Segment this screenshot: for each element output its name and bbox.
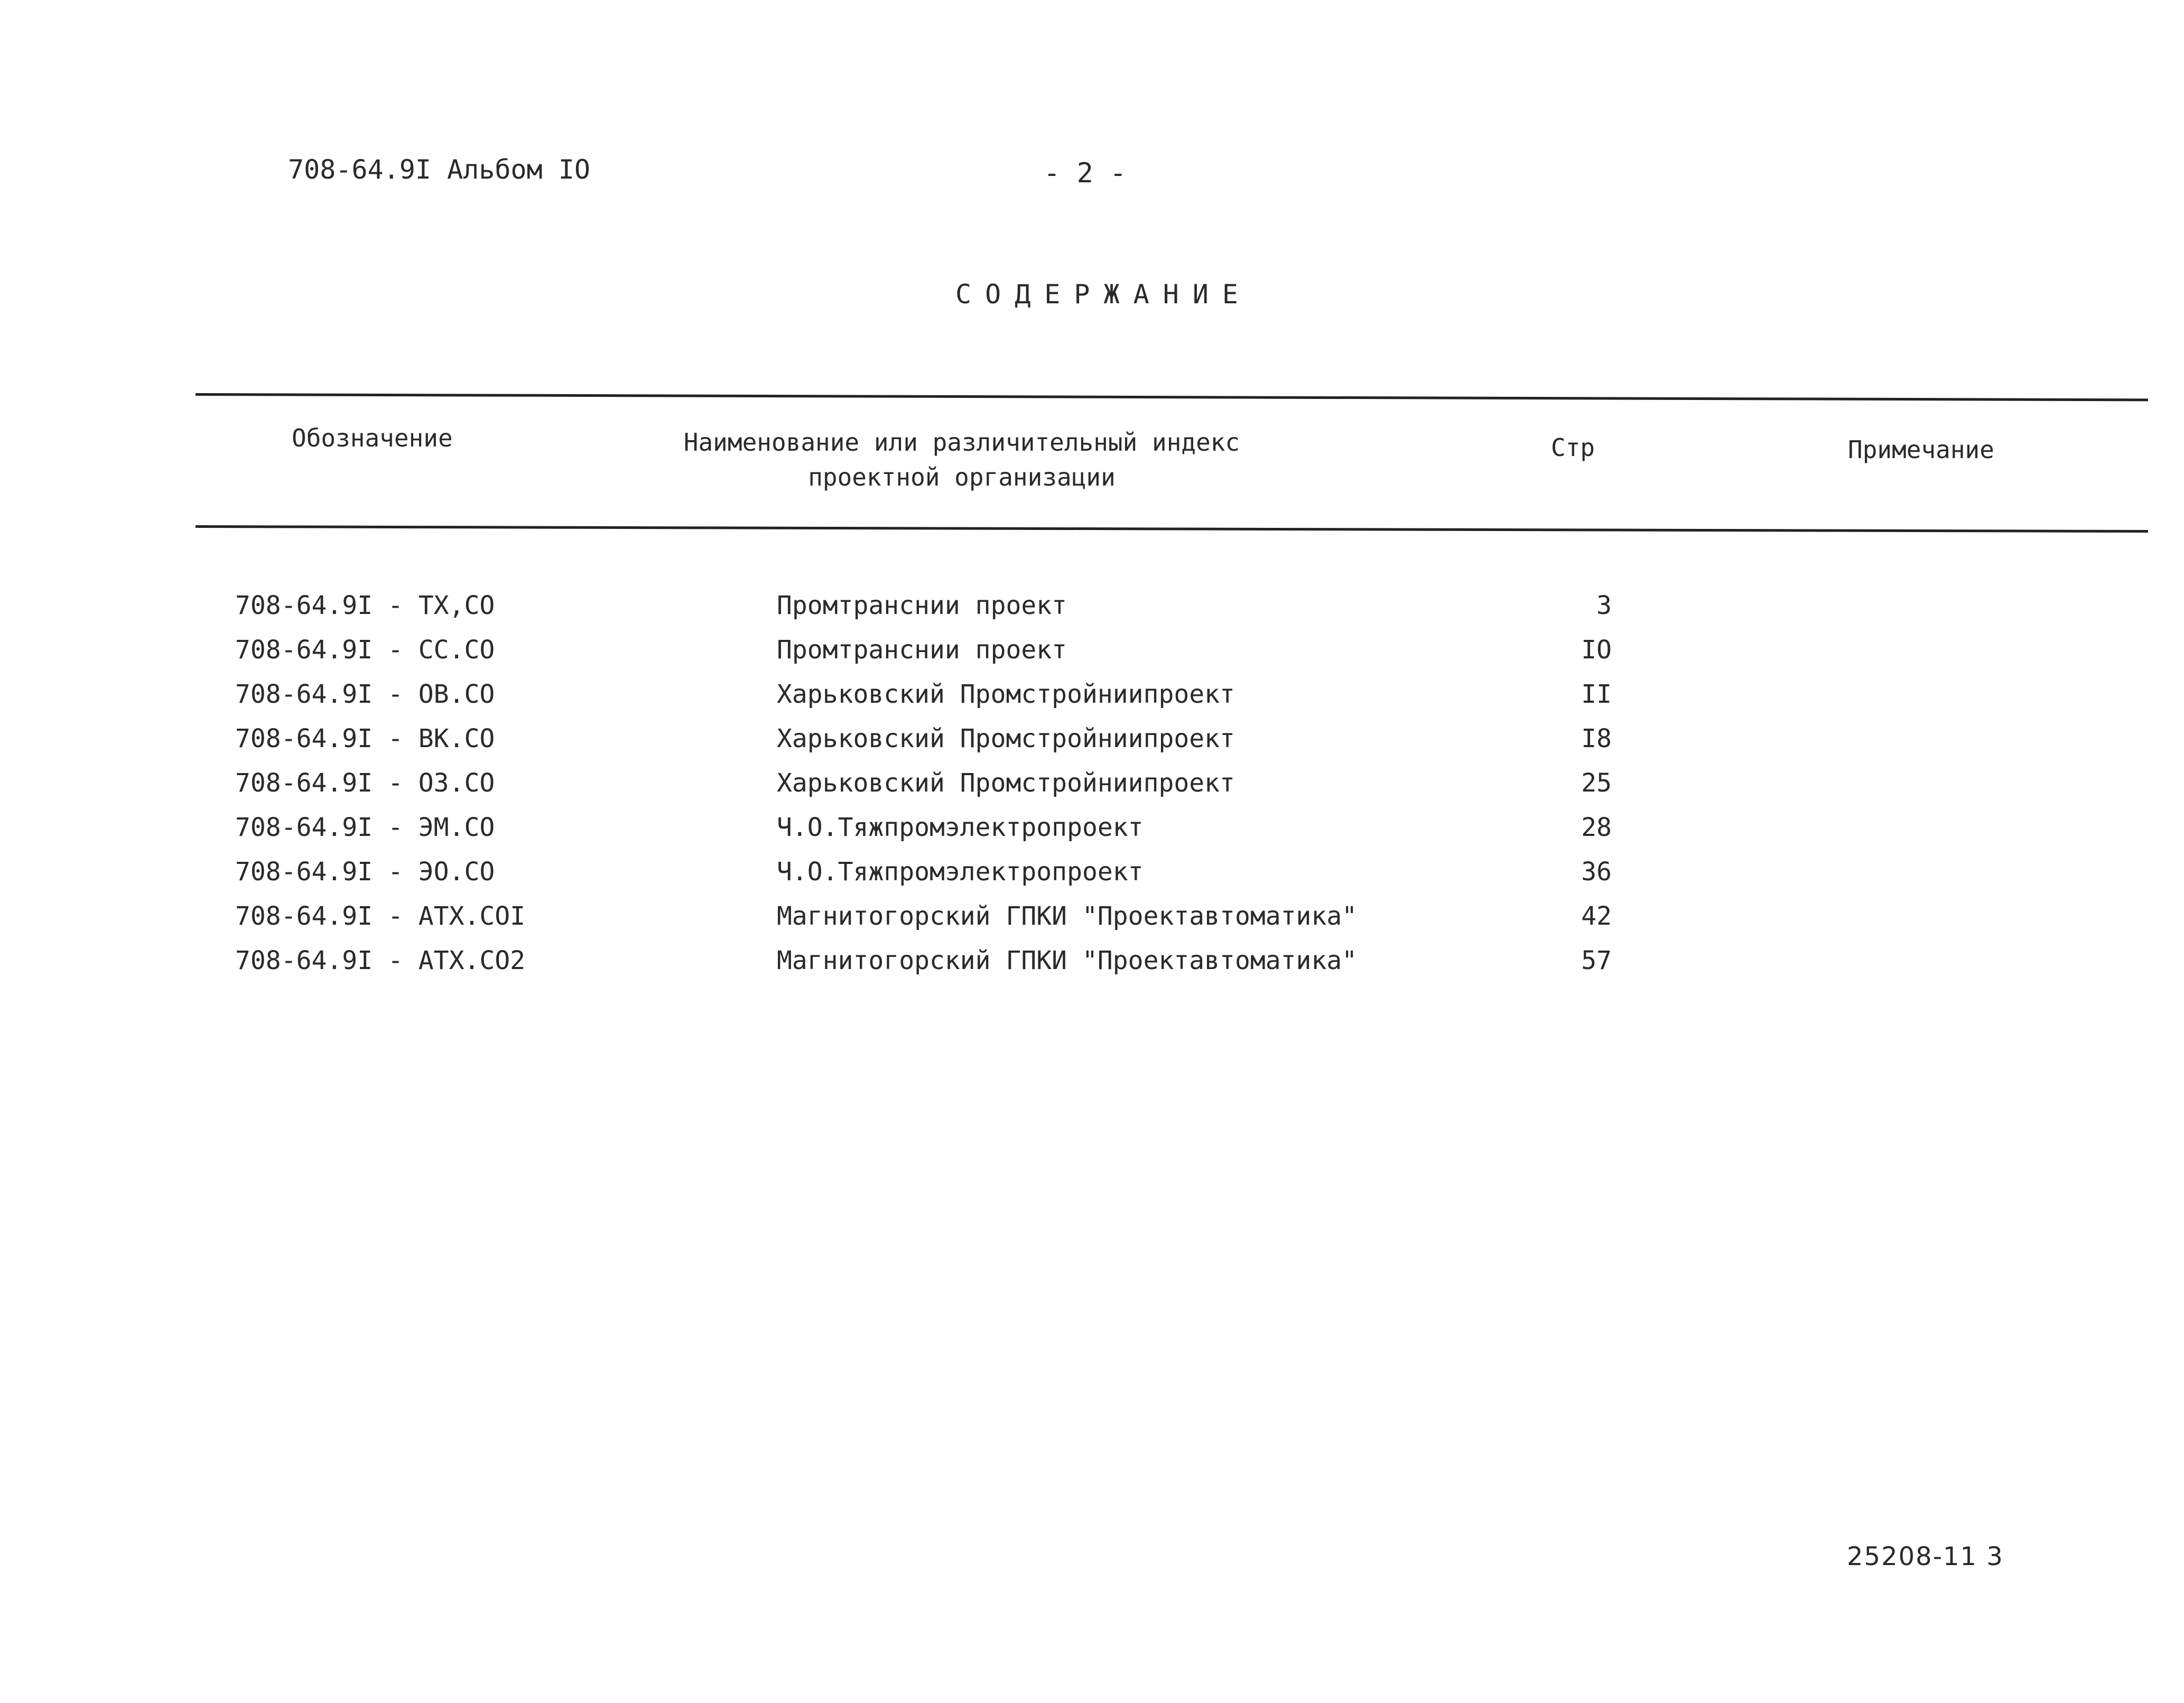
row-designation: 708-64.9I - ЭМ.СО xyxy=(235,813,495,842)
table-row xyxy=(0,946,2184,990)
column-header-name xyxy=(671,425,1252,495)
row-page: I8 xyxy=(1581,724,1612,753)
page-title: СОДЕРЖАНИЕ xyxy=(955,279,1252,310)
row-page: 42 xyxy=(1581,901,1612,931)
document-code: 708-64.9I Альбом IO xyxy=(288,154,590,185)
table-header-rule xyxy=(196,525,2148,533)
table-row xyxy=(0,680,2184,724)
row-page: 36 xyxy=(1581,857,1612,887)
row-organization: Промтранснии проект xyxy=(777,635,1067,665)
archive-stamp: 25208-11 3 xyxy=(1847,1542,2004,1571)
row-page: IO xyxy=(1581,635,1612,665)
row-organization: Харьковский Промстройниипроект xyxy=(777,768,1235,798)
table-row xyxy=(0,768,2184,813)
table-row xyxy=(0,813,2184,857)
row-page: 25 xyxy=(1581,768,1612,798)
row-designation: 708-64.9I - СС.СО xyxy=(235,635,495,665)
row-page: 57 xyxy=(1581,946,1612,975)
column-header-note: Примечание xyxy=(1848,435,1994,464)
row-page: 3 xyxy=(1596,591,1612,620)
table-row xyxy=(0,591,2184,635)
column-header-name-line2: проектной организации xyxy=(808,463,1116,491)
table-row xyxy=(0,724,2184,768)
row-designation: 708-64.9I - ТХ,СО xyxy=(235,591,495,620)
row-designation: 708-64.9I - ВК.СО xyxy=(235,724,495,753)
row-organization: Ч.О.Тяжпромэлектропроект xyxy=(777,857,1144,887)
row-page: II xyxy=(1581,680,1612,709)
row-organization: Харьковский Промстройниипроект xyxy=(777,680,1235,709)
row-designation: 708-64.9I - ЭО.СО xyxy=(235,857,495,887)
row-organization: Ч.О.Тяжпромэлектропроект xyxy=(777,813,1144,842)
row-organization: Магнитогорский ГПКИ "Проектавтоматика" xyxy=(777,946,1358,975)
row-designation: 708-64.9I - АТХ.СОI xyxy=(235,901,526,931)
row-organization: Харьковский Промстройниипроект xyxy=(777,724,1235,753)
row-designation: 708-64.9I - ОЗ.СО xyxy=(235,768,495,798)
page-number: - 2 - xyxy=(1044,157,1127,189)
table-top-rule xyxy=(196,393,2148,401)
row-page: 28 xyxy=(1581,813,1612,842)
table-row xyxy=(0,901,2184,946)
row-designation: 708-64.9I - АТХ.СО2 xyxy=(235,946,526,975)
table-row xyxy=(0,635,2184,680)
row-organization: Магнитогорский ГПКИ "Проектавтоматика" xyxy=(777,901,1358,931)
column-header-page: Стр xyxy=(1551,433,1595,462)
row-designation: 708-64.9I - ОВ.СО xyxy=(235,680,495,709)
column-header-name-line1: Наименование или различительный индекс xyxy=(683,428,1240,457)
row-organization: Промтранснии проект xyxy=(777,591,1067,620)
table-row xyxy=(0,857,2184,901)
column-header-designation: Обозначение xyxy=(292,424,453,452)
